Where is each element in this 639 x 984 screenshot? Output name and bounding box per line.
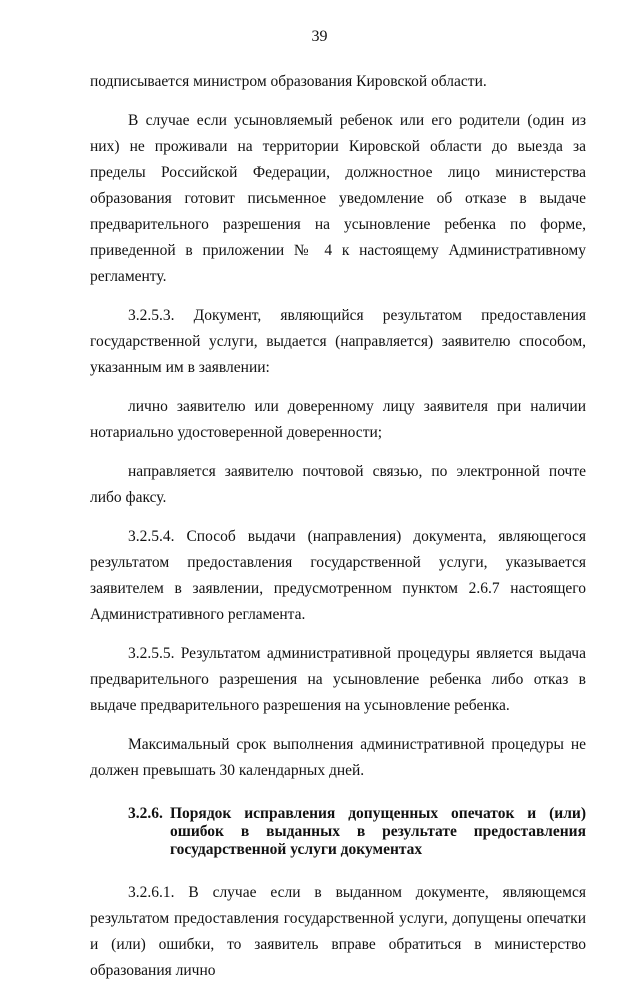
paragraph: Максимальный срок выполнения административной процедуры не должен превышать 30 календарных дней.: [90, 736, 586, 779]
paragraph: подписывается министром образования Кировской области.: [90, 73, 487, 90]
section-heading-title: Порядок исправления допущенных опечаток и (или) ошибок в выданных в результате предоставления государственной услуги документах: [170, 805, 586, 858]
page-number: 39: [311, 28, 328, 45]
paragraph: направляется заявителю почтовой связью, по электронной почте либо факсу.: [90, 463, 586, 506]
paragraph: 3.2.5.3. Документ, являющийся результатом предоставления государственной услуги, выдается (направляется) заявителю способом, указанным им в заявлении:: [90, 307, 586, 376]
document-body: [90, 69, 586, 984]
paragraph: 3.2.5.5. Результатом административной процедуры является выдача предварительного разрешения на усыновление ребенка либо отказ в выдаче предварительного разрешения на усыновление ребенка.: [90, 645, 586, 714]
paragraph: лично заявителю или доверенному лицу заявителя при наличии нотариально удостоверенной доверенности;: [90, 398, 586, 441]
section-heading-number: 3.2.6.: [128, 805, 163, 822]
paragraph: 3.2.6.1. В случае если в выданном документе, являющемся результатом предоставления государственной услуги, допущены опечатки и (или) ошибки, то заявитель вправе обратиться в министерство образования лично: [90, 884, 586, 979]
paragraph: В случае если усыновляемый ребенок или его родители (один из них) не проживали на территории Кировской области до выезда за пределы Российской Федерации, должностное лицо министерства образования готовит письменное уведомление об отказе в выдаче предварительного разрешения на усыновление ребенка по форме, приведенной в приложении № 4 к настоящему Административному регламенту.: [90, 112, 586, 285]
paragraph: 3.2.5.4. Способ выдачи (направления) документа, являющегося результатом предоставления государственной услуги, указывается заявителем в заявлении, предусмотренном пунктом 2.6.7 настоящего Административного регламента.: [90, 528, 586, 623]
section-heading: [90, 805, 586, 859]
